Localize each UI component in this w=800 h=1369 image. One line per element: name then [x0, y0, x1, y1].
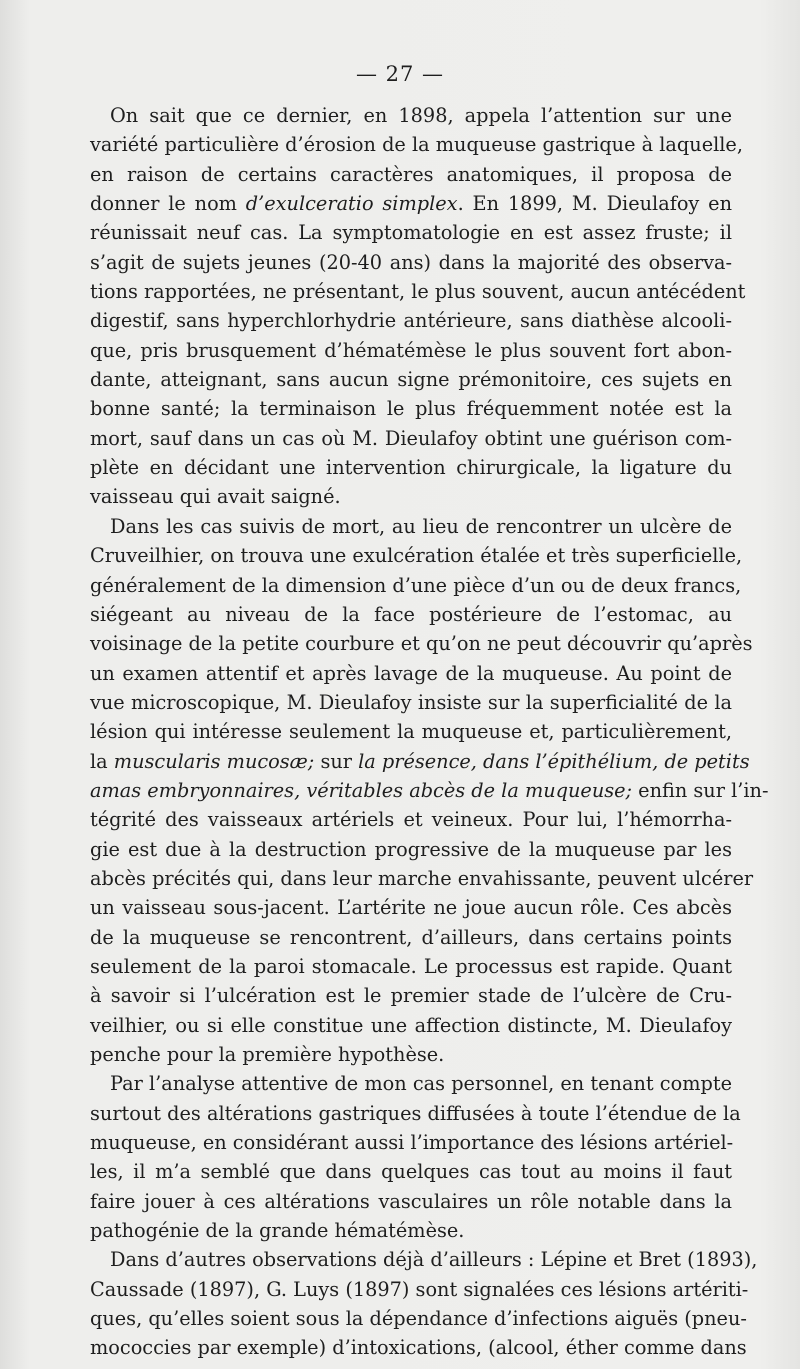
- text-run: mococcies par exemple) d’intoxications, (alcool, éther comme dans: [90, 1336, 747, 1360]
- text-line: [90, 1011, 732, 1040]
- text-run: voisinage de la petite courbure et qu’on ne peut découvrir qu’après: [90, 632, 753, 656]
- text-run: plète en décidant une intervention chirurgicale, la ligature du: [90, 456, 732, 480]
- text-run: ques, qu’elles soient sous la dépendance d’infections aiguës (pneu-: [90, 1307, 747, 1331]
- text-line: [90, 218, 732, 247]
- text-line: [90, 571, 742, 600]
- text-run: Par l’analyse attentive de mon cas personnel, en tenant compte: [110, 1072, 732, 1096]
- text-run: vaisseau qui avait saigné.: [90, 485, 341, 509]
- text-line: [90, 688, 732, 717]
- text-run: mort, sauf dans un cas où M. Dieulafoy obtint une guérison com-: [90, 426, 732, 450]
- text-line: [90, 1333, 747, 1362]
- text-run: dante, atteignant, sans aucun signe prémonitoire, ces sujets en: [90, 368, 732, 392]
- text-line: [90, 424, 732, 453]
- text-line: [90, 160, 732, 189]
- text-line: [90, 248, 732, 277]
- text-run: la: [90, 749, 114, 773]
- text-run: variété particulière d’érosion de la muqueuse gastrique à laquelle,: [90, 133, 743, 157]
- text-run: s’agit de sujets jeunes (20-40 ans) dans la majorité des observa-: [90, 250, 732, 274]
- text-run: siégeant au niveau de la face postérieure de l’estomac, au: [90, 602, 732, 626]
- text-run: à savoir si l’ulcération est le premier stade de l’ulcère de Cru-: [90, 984, 732, 1008]
- text-run: gie est due à la destruction progressive de la muqueuse par les: [90, 837, 732, 861]
- text-run: un vaisseau sous-jacent. L’artérite ne joue aucun rôle. Ces abcès: [90, 896, 732, 920]
- text-line: [90, 1157, 732, 1186]
- text-line: [90, 1069, 732, 1098]
- text-line: [90, 923, 732, 952]
- text-line: [90, 893, 732, 922]
- text-line: [90, 747, 750, 776]
- text-run: veilhier, ou si elle constitue une affection distincte, M. Dieulafoy: [90, 1013, 732, 1037]
- text-line: [90, 277, 746, 306]
- text-line: [90, 1216, 732, 1245]
- text-run: digestif, sans hyperchlorhydrie antérieure, sans diathèse alcooli-: [90, 309, 732, 333]
- text-line: [90, 717, 732, 746]
- text-line: [90, 1245, 758, 1274]
- page-number: — 27 —: [355, 62, 445, 86]
- text-line: [90, 189, 732, 218]
- text-line: [90, 600, 732, 629]
- paragraph: [90, 101, 746, 512]
- text-run: réunissait neuf cas. La symptomatologie en est assez fruste; il: [90, 221, 732, 245]
- body-text: [90, 101, 769, 1363]
- text-run: On sait que ce dernier, en 1898, appela l’attention sur une: [110, 104, 732, 127]
- text-run: un examen attentif et après lavage de la muqueuse. Au point de: [90, 661, 732, 685]
- text-run: surtout des altérations gastriques diffusées à toute l’étendue de la: [90, 1101, 741, 1125]
- italic-run: la présence, dans l’épithélium, de petits: [358, 749, 750, 773]
- text-run: abcès précités qui, dans leur marche envahissante, peuvent ulcérer: [90, 866, 754, 890]
- text-run: bonne santé; la terminaison le plus fréquemment notée est la: [90, 397, 732, 421]
- text-line: [90, 365, 732, 394]
- text-run: Cruveilhier, on trouva une exulcération étalée et très superficielle,: [90, 544, 743, 568]
- text-line: [90, 1040, 732, 1069]
- text-run: sur: [314, 749, 359, 773]
- text-line: [90, 864, 754, 893]
- text-line: [90, 512, 732, 541]
- text-run: Dans les cas suivis de mort, au lieu de rencontrer un ulcère de: [110, 514, 732, 538]
- text-line: [90, 482, 732, 511]
- italic-run: muscularis mucosæ;: [113, 749, 315, 773]
- text-line: [90, 629, 753, 658]
- text-run: seulement de la paroi stomacale. Le processus est rapide. Quant: [90, 954, 732, 978]
- text-line: [90, 1099, 741, 1128]
- text-line: [90, 306, 732, 335]
- italic-run: d’exulceratio simplex: [245, 192, 458, 216]
- text-run: tions rapportées, ne présentant, le plus souvent, aucun antécédent: [90, 280, 746, 304]
- text-line: [90, 1187, 732, 1216]
- text-run: vue microscopique, M. Dieulafoy insiste sur la superficialité de la: [90, 690, 732, 714]
- text-run: lésion qui intéresse seulement la muqueuse et, particulièrement,: [90, 720, 732, 744]
- text-line: [90, 952, 732, 981]
- text-line: [90, 1275, 749, 1304]
- text-line: [90, 805, 732, 834]
- text-run: tégrité des vaisseaux artériels et veineux. Pour lui, l’hémorrha-: [90, 808, 732, 832]
- text-run: Dans d’autres observations déjà d’ailleurs : Lépine et Bret (1893),: [110, 1248, 758, 1272]
- text-line: [90, 130, 743, 159]
- text-run: pathogénie de la grande hématémèse.: [90, 1219, 465, 1243]
- text-line: [90, 1304, 747, 1333]
- text-line: [90, 776, 769, 805]
- paragraph: [90, 1245, 758, 1362]
- text-run: penche pour la première hypothèse.: [90, 1043, 445, 1066]
- text-line: [90, 453, 732, 482]
- text-line: [90, 835, 732, 864]
- text-line: [90, 1128, 732, 1157]
- text-run: que, pris brusquement d’hématémèse le plus souvent fort abon-: [90, 338, 732, 362]
- text-line: [90, 336, 732, 365]
- text-line: [90, 981, 732, 1010]
- text-run: . En 1899, M. Dieulafoy en: [457, 192, 732, 216]
- text-run: faire jouer à ces altérations vasculaires un rôle notable dans la: [90, 1189, 732, 1213]
- text-line: [90, 394, 732, 423]
- text-line: [90, 541, 743, 570]
- text-run: donner le nom: [90, 192, 246, 216]
- text-run: en raison de certains caractères anatomiques, il proposa de: [90, 162, 732, 186]
- text-line: [90, 101, 732, 130]
- paragraph: [90, 1069, 741, 1245]
- text-run: généralement de la dimension d’une pièce d’un ou de deux francs,: [90, 573, 742, 597]
- text-run: muqueuse, en considérant aussi l’importance des lésions artériel-: [90, 1131, 734, 1155]
- text-run: Caussade (1897), G. Luys (1897) sont signalées ces lésions artériti-: [90, 1277, 749, 1301]
- paragraph: [90, 512, 769, 1070]
- text-line: [90, 659, 732, 688]
- italic-run: amas embryonnaires, véritables abcès de la muqueuse;: [90, 778, 633, 802]
- text-run: enfin sur l’in-: [632, 778, 769, 802]
- text-run: les, il m’a semblé que dans quelques cas tout au moins il faut: [90, 1160, 732, 1184]
- text-run: de la muqueuse se rencontrent, d’ailleurs, dans certains points: [90, 925, 732, 949]
